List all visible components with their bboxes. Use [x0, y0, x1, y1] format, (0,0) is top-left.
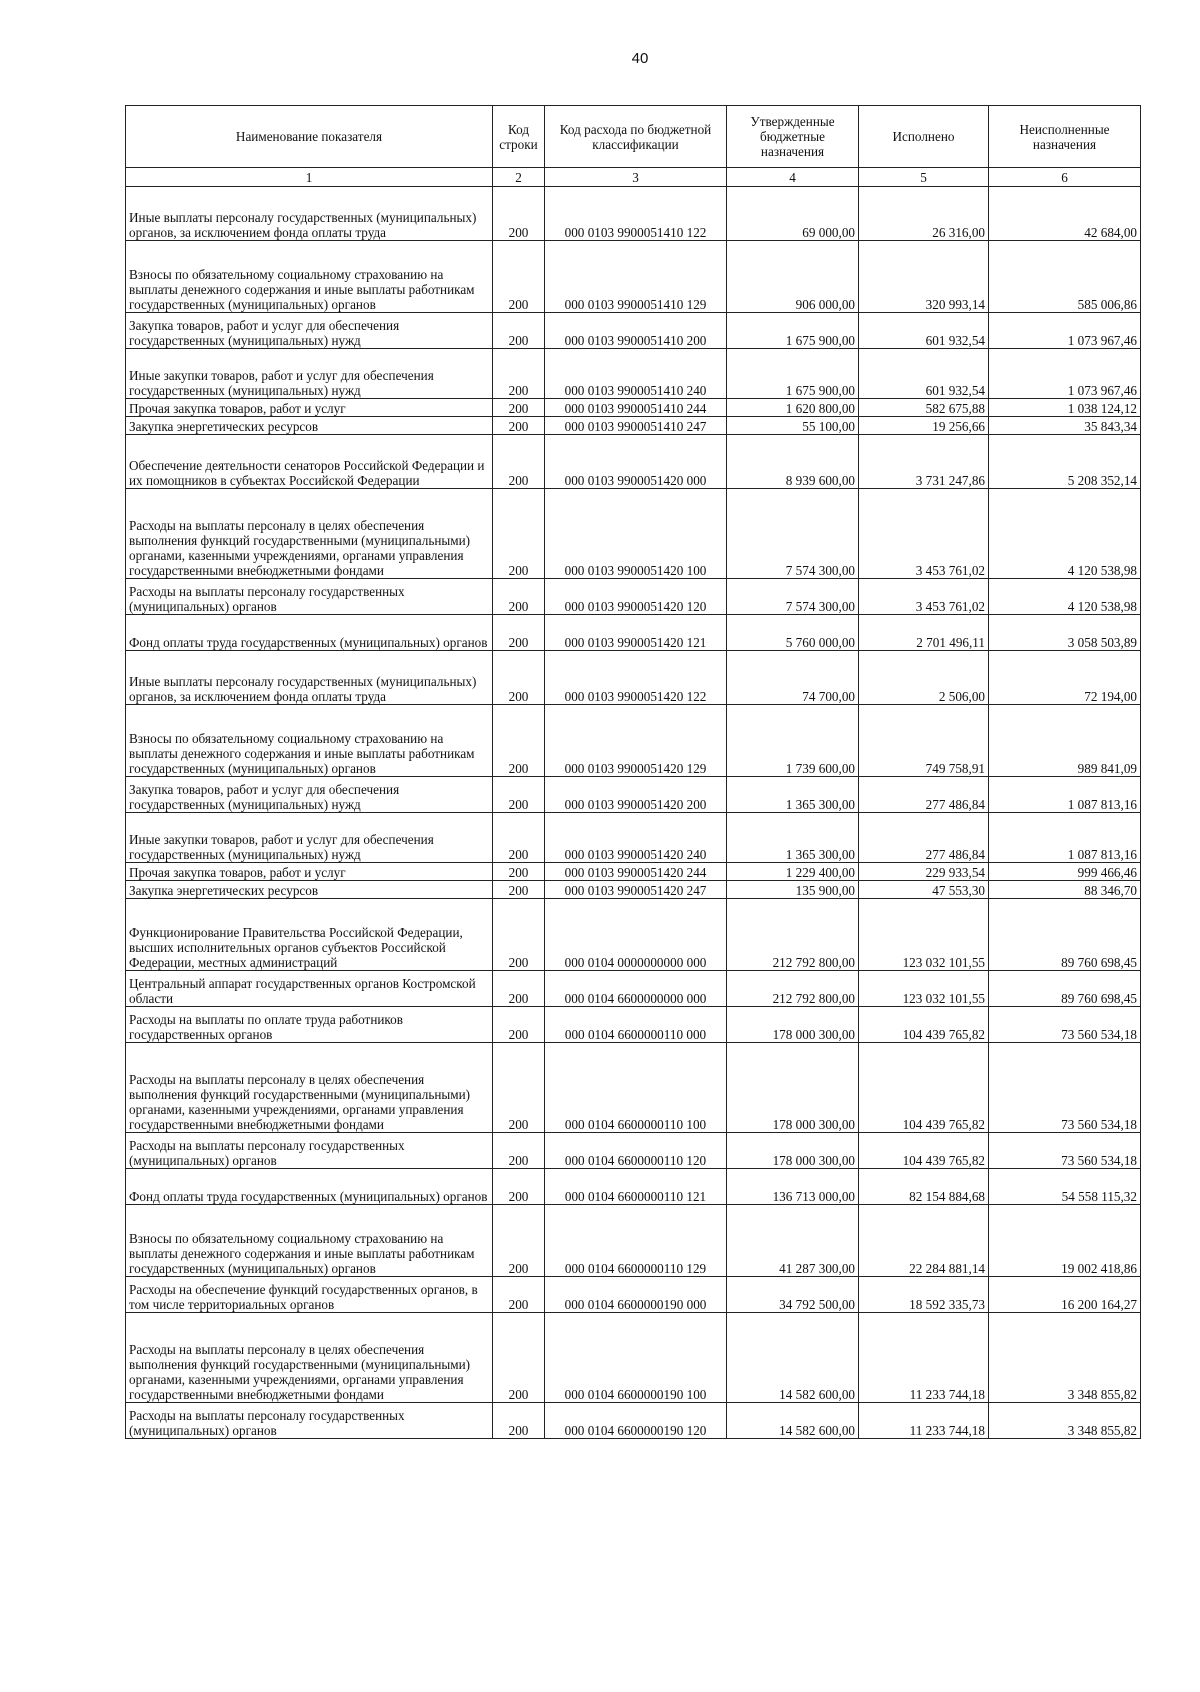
column-number: 5 [859, 168, 989, 187]
row-code: 200 [493, 399, 545, 417]
row-unexecuted: 73 560 534,18 [989, 1133, 1141, 1169]
row-approved: 34 792 500,00 [727, 1277, 859, 1313]
row-approved: 8 939 600,00 [727, 435, 859, 489]
row-approved: 5 760 000,00 [727, 615, 859, 651]
row-unexecuted: 89 760 698,45 [989, 971, 1141, 1007]
row-approved: 1 739 600,00 [727, 705, 859, 777]
row-approved: 69 000,00 [727, 187, 859, 241]
row-executed: 123 032 101,55 [859, 971, 989, 1007]
row-approved: 178 000 300,00 [727, 1043, 859, 1133]
row-unexecuted: 1 087 813,16 [989, 813, 1141, 863]
row-code: 200 [493, 813, 545, 863]
row-code: 200 [493, 1007, 545, 1043]
row-name: Прочая закупка товаров, работ и услуг [126, 863, 493, 881]
table-row [126, 813, 1141, 863]
row-class-code: 000 0104 6600000000 000 [545, 971, 727, 1007]
row-class-code: 000 0103 9900051410 200 [545, 313, 727, 349]
table-row [126, 1313, 1141, 1403]
row-approved: 41 287 300,00 [727, 1205, 859, 1277]
table-row [126, 399, 1141, 417]
row-unexecuted: 5 208 352,14 [989, 435, 1141, 489]
row-unexecuted: 73 560 534,18 [989, 1007, 1141, 1043]
row-executed: 47 553,30 [859, 881, 989, 899]
row-executed: 104 439 765,82 [859, 1133, 989, 1169]
row-unexecuted: 585 006,86 [989, 241, 1141, 313]
row-code: 200 [493, 489, 545, 579]
row-executed: 3 453 761,02 [859, 579, 989, 615]
row-class-code: 000 0104 0000000000 000 [545, 899, 727, 971]
header-unexecuted: Неисполненные назначения [989, 106, 1141, 168]
row-executed: 11 233 744,18 [859, 1403, 989, 1439]
row-class-code: 000 0103 9900051410 122 [545, 187, 727, 241]
row-unexecuted: 1 038 124,12 [989, 399, 1141, 417]
row-unexecuted: 42 684,00 [989, 187, 1141, 241]
row-executed: 18 592 335,73 [859, 1277, 989, 1313]
row-executed: 123 032 101,55 [859, 899, 989, 971]
row-code: 200 [493, 777, 545, 813]
row-code: 200 [493, 971, 545, 1007]
row-code: 200 [493, 705, 545, 777]
row-name: Расходы на выплаты персоналу в целях обеспечения выполнения функций государственными (муниципальными) органами, казенными учреждениями, органами управления государственными внебюджетными фондами [126, 1313, 493, 1403]
row-unexecuted: 1 087 813,16 [989, 777, 1141, 813]
row-approved: 1 620 800,00 [727, 399, 859, 417]
row-approved: 178 000 300,00 [727, 1133, 859, 1169]
row-approved: 14 582 600,00 [727, 1403, 859, 1439]
row-class-code: 000 0103 9900051420 200 [545, 777, 727, 813]
row-code: 200 [493, 435, 545, 489]
row-name: Расходы на выплаты персоналу государственных (муниципальных) органов [126, 1403, 493, 1439]
row-executed: 229 933,54 [859, 863, 989, 881]
column-number: 6 [989, 168, 1141, 187]
table-row [126, 435, 1141, 489]
table-row [126, 777, 1141, 813]
row-executed: 26 316,00 [859, 187, 989, 241]
row-name: Закупка энергетических ресурсов [126, 881, 493, 899]
row-unexecuted: 35 843,34 [989, 417, 1141, 435]
row-code: 200 [493, 241, 545, 313]
row-name: Иные закупки товаров, работ и услуг для обеспечения государственных (муниципальных) нужд [126, 349, 493, 399]
row-name: Расходы на выплаты персоналу государственных (муниципальных) органов [126, 579, 493, 615]
table-row [126, 1043, 1141, 1133]
row-class-code: 000 0104 6600000110 000 [545, 1007, 727, 1043]
row-code: 200 [493, 1277, 545, 1313]
row-approved: 7 574 300,00 [727, 489, 859, 579]
column-number-row [126, 168, 1141, 187]
table-row [126, 705, 1141, 777]
row-name: Расходы на обеспечение функций государственных органов, в том числе территориальных органов [126, 1277, 493, 1313]
table-row [126, 1205, 1141, 1277]
table-row [126, 881, 1141, 899]
row-name: Иные закупки товаров, работ и услуг для обеспечения государственных (муниципальных) нужд [126, 813, 493, 863]
row-approved: 55 100,00 [727, 417, 859, 435]
row-name: Расходы на выплаты персоналу в целях обеспечения выполнения функций государственными (муниципальными) органами, казенными учреждениями, органами управления государственными внебюджетными фондами [126, 1043, 493, 1133]
row-name: Фонд оплаты труда государственных (муниципальных) органов [126, 615, 493, 651]
row-code: 200 [493, 349, 545, 399]
row-approved: 178 000 300,00 [727, 1007, 859, 1043]
row-executed: 3 731 247,86 [859, 435, 989, 489]
row-unexecuted: 72 194,00 [989, 651, 1141, 705]
row-class-code: 000 0104 6600000110 100 [545, 1043, 727, 1133]
row-class-code: 000 0103 9900051420 129 [545, 705, 727, 777]
row-unexecuted: 1 073 967,46 [989, 313, 1141, 349]
row-executed: 582 675,88 [859, 399, 989, 417]
header-class-code: Код расхода по бюджетной классификации [545, 106, 727, 168]
row-code: 200 [493, 313, 545, 349]
row-unexecuted: 4 120 538,98 [989, 489, 1141, 579]
row-name: Функционирование Правительства Российской Федерации, высших исполнительных органов субъектов Российской Федерации, местных администраций [126, 899, 493, 971]
row-unexecuted: 16 200 164,27 [989, 1277, 1141, 1313]
table-row [126, 651, 1141, 705]
row-class-code: 000 0103 9900051420 247 [545, 881, 727, 899]
row-name: Закупка энергетических ресурсов [126, 417, 493, 435]
row-unexecuted: 999 466,46 [989, 863, 1141, 881]
table-row [126, 313, 1141, 349]
row-code: 200 [493, 899, 545, 971]
row-name: Иные выплаты персоналу государственных (муниципальных) органов, за исключением фонда оплаты труда [126, 651, 493, 705]
header-approved: Утвержденные бюджетные назначения [727, 106, 859, 168]
row-name: Обеспечение деятельности сенаторов Российской Федерации и их помощников в субъектах Российской Федерации [126, 435, 493, 489]
row-class-code: 000 0103 9900051410 129 [545, 241, 727, 313]
row-unexecuted: 19 002 418,86 [989, 1205, 1141, 1277]
row-name: Прочая закупка товаров, работ и услуг [126, 399, 493, 417]
row-executed: 601 932,54 [859, 313, 989, 349]
table-row [126, 971, 1141, 1007]
row-code: 200 [493, 187, 545, 241]
row-executed: 82 154 884,68 [859, 1169, 989, 1205]
row-approved: 906 000,00 [727, 241, 859, 313]
row-executed: 3 453 761,02 [859, 489, 989, 579]
header-executed: Исполнено [859, 106, 989, 168]
row-class-code: 000 0104 6600000190 000 [545, 1277, 727, 1313]
row-executed: 2 701 496,11 [859, 615, 989, 651]
page-number: 40 [631, 50, 649, 67]
row-unexecuted: 3 348 855,82 [989, 1403, 1141, 1439]
row-class-code: 000 0104 6600000110 129 [545, 1205, 727, 1277]
row-executed: 277 486,84 [859, 813, 989, 863]
row-approved: 135 900,00 [727, 881, 859, 899]
row-executed: 22 284 881,14 [859, 1205, 989, 1277]
row-code: 200 [493, 651, 545, 705]
table-row [126, 899, 1141, 971]
row-class-code: 000 0103 9900051410 244 [545, 399, 727, 417]
row-code: 200 [493, 1403, 545, 1439]
row-code: 200 [493, 1205, 545, 1277]
table-row [126, 1007, 1141, 1043]
row-class-code: 000 0103 9900051410 240 [545, 349, 727, 399]
table-row [126, 1277, 1141, 1313]
row-unexecuted: 3 348 855,82 [989, 1313, 1141, 1403]
row-approved: 1 675 900,00 [727, 313, 859, 349]
row-approved: 1 229 400,00 [727, 863, 859, 881]
row-class-code: 000 0104 6600000110 121 [545, 1169, 727, 1205]
row-approved: 1 675 900,00 [727, 349, 859, 399]
row-class-code: 000 0103 9900051420 120 [545, 579, 727, 615]
column-number: 3 [545, 168, 727, 187]
table-row [126, 1133, 1141, 1169]
row-approved: 7 574 300,00 [727, 579, 859, 615]
row-name: Расходы на выплаты персоналу в целях обеспечения выполнения функций государственными (муниципальными) органами, казенными учреждениями, органами управления государственными внебюджетными фондами [126, 489, 493, 579]
table-row [126, 187, 1141, 241]
table-row [126, 417, 1141, 435]
row-class-code: 000 0103 9900051420 122 [545, 651, 727, 705]
row-executed: 19 256,66 [859, 417, 989, 435]
row-code: 200 [493, 1043, 545, 1133]
row-executed: 320 993,14 [859, 241, 989, 313]
row-name: Фонд оплаты труда государственных (муниципальных) органов [126, 1169, 493, 1205]
row-class-code: 000 0103 9900051420 240 [545, 813, 727, 863]
row-class-code: 000 0103 9900051420 121 [545, 615, 727, 651]
row-code: 200 [493, 1313, 545, 1403]
row-name: Расходы на выплаты по оплате труда работников государственных органов [126, 1007, 493, 1043]
header-code: Код строки [493, 106, 545, 168]
row-approved: 136 713 000,00 [727, 1169, 859, 1205]
header-name: Наименование показателя [126, 106, 493, 168]
row-unexecuted: 54 558 115,32 [989, 1169, 1141, 1205]
table-row [126, 349, 1141, 399]
row-class-code: 000 0104 6600000110 120 [545, 1133, 727, 1169]
table-body [126, 187, 1141, 1439]
table-header-row [126, 106, 1141, 168]
row-unexecuted: 1 073 967,46 [989, 349, 1141, 399]
row-code: 200 [493, 863, 545, 881]
row-approved: 1 365 300,00 [727, 813, 859, 863]
row-unexecuted: 73 560 534,18 [989, 1043, 1141, 1133]
row-name: Центральный аппарат государственных органов Костромской области [126, 971, 493, 1007]
row-executed: 277 486,84 [859, 777, 989, 813]
row-class-code: 000 0104 6600000190 120 [545, 1403, 727, 1439]
row-name: Закупка товаров, работ и услуг для обеспечения государственных (муниципальных) нужд [126, 313, 493, 349]
row-executed: 749 758,91 [859, 705, 989, 777]
row-name: Закупка товаров, работ и услуг для обеспечения государственных (муниципальных) нужд [126, 777, 493, 813]
row-executed: 104 439 765,82 [859, 1007, 989, 1043]
row-executed: 601 932,54 [859, 349, 989, 399]
table-row [126, 579, 1141, 615]
row-unexecuted: 4 120 538,98 [989, 579, 1141, 615]
table-row [126, 1403, 1141, 1439]
row-class-code: 000 0103 9900051410 247 [545, 417, 727, 435]
row-class-code: 000 0103 9900051420 100 [545, 489, 727, 579]
table-row [126, 863, 1141, 881]
column-number: 4 [727, 168, 859, 187]
row-unexecuted: 989 841,09 [989, 705, 1141, 777]
row-approved: 14 582 600,00 [727, 1313, 859, 1403]
row-unexecuted: 89 760 698,45 [989, 899, 1141, 971]
row-approved: 212 792 800,00 [727, 899, 859, 971]
row-executed: 2 506,00 [859, 651, 989, 705]
table-row [126, 1169, 1141, 1205]
row-class-code: 000 0104 6600000190 100 [545, 1313, 727, 1403]
row-code: 200 [493, 1169, 545, 1205]
row-approved: 1 365 300,00 [727, 777, 859, 813]
row-name: Взносы по обязательному социальному страхованию на выплаты денежного содержания и иные выплаты работникам государственных (муниципальных) органов [126, 705, 493, 777]
column-number: 2 [493, 168, 545, 187]
row-approved: 212 792 800,00 [727, 971, 859, 1007]
table-row [126, 489, 1141, 579]
row-class-code: 000 0103 9900051420 244 [545, 863, 727, 881]
row-code: 200 [493, 881, 545, 899]
row-name: Иные выплаты персоналу государственных (муниципальных) органов, за исключением фонда оплаты труда [126, 187, 493, 241]
row-code: 200 [493, 579, 545, 615]
row-name: Взносы по обязательному социальному страхованию на выплаты денежного содержания и иные выплаты работникам государственных (муниципальных) органов [126, 241, 493, 313]
budget-execution-table [125, 105, 1141, 1439]
row-class-code: 000 0103 9900051420 000 [545, 435, 727, 489]
row-executed: 11 233 744,18 [859, 1313, 989, 1403]
row-code: 200 [493, 417, 545, 435]
row-unexecuted: 88 346,70 [989, 881, 1141, 899]
row-code: 200 [493, 1133, 545, 1169]
row-executed: 104 439 765,82 [859, 1043, 989, 1133]
table-row [126, 241, 1141, 313]
row-approved: 74 700,00 [727, 651, 859, 705]
column-number: 1 [126, 168, 493, 187]
row-name: Взносы по обязательному социальному страхованию на выплаты денежного содержания и иные выплаты работникам государственных (муниципальных) органов [126, 1205, 493, 1277]
row-code: 200 [493, 615, 545, 651]
row-name: Расходы на выплаты персоналу государственных (муниципальных) органов [126, 1133, 493, 1169]
row-unexecuted: 3 058 503,89 [989, 615, 1141, 651]
table-row [126, 615, 1141, 651]
